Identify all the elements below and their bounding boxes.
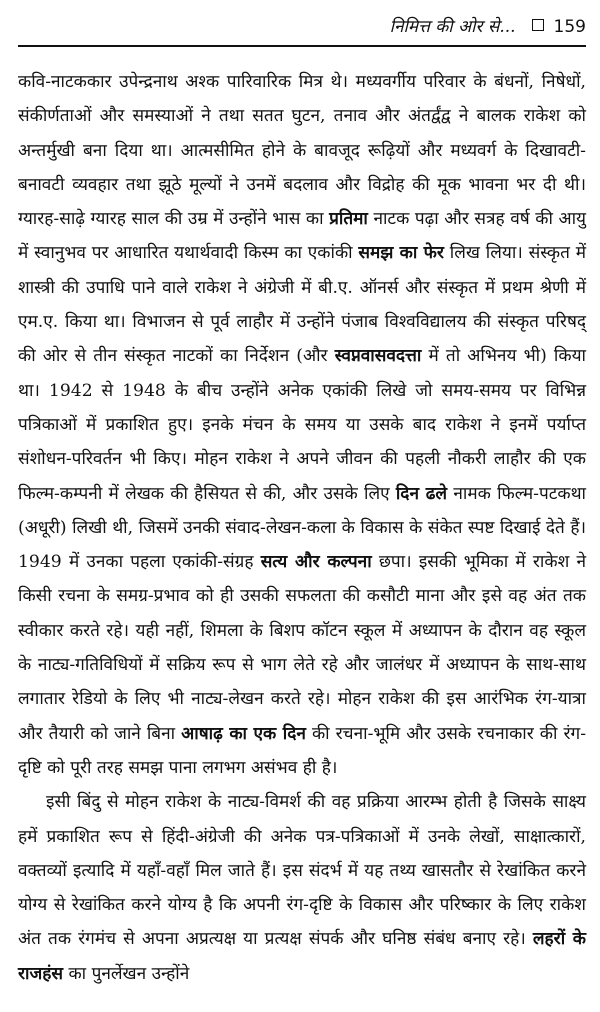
text-segment: लिख लिया। संस्कृत में शास्त्री की उपाधि पाने वाले राकेश ने अंग्रेजी में बी.ए. ऑनर्स और संस्कृत में प्रथम श्रेणी में एम.ए. किया था। विभाजन से पूर्व लाहौर में उन्होंने पंजाब विश्वविद्यालय की संस्कृत परिषद् की ओर से तीन संस्कृत नाटकों का निर्देशन (और [18, 243, 586, 367]
paragraph [18, 785, 586, 991]
page-number: 159 [553, 17, 586, 37]
work-title: प्रतिमा [329, 209, 368, 230]
work-title: स्वप्नवासवदत्ता [334, 346, 422, 367]
work-title: समझ का फेर [358, 243, 444, 264]
text-segment: इसी बिंदु से मोहन राकेश के नाट्य-विमर्श की वह प्रक्रिया आरम्भ होती है जिसके साक्ष्य हमें प्रकाशित रूप से हिंदी-अंग्रेजी की अनेक पत्र-पत्रिकाओं में उनके लेखों, साक्षात्कारों, वक्तव्यों इत्यादि में यहाँ-वहाँ मिल जाते हैं। इस संदर्भ में यह तथ्य खासतौर से रेखांकित करने योग्य से रेखांकित करने योग्य है कि अपनी रंग-दृष्टि के विकास और परिष्कार के लिए राकेश अंत तक रंगमंच से अपना अप्रत्यक्ष या प्रत्यक्ष संपर्क और घनिष्ठ संबंध बनाए रहे। [18, 792, 586, 950]
running-title: निमित्त की ओर से... [389, 17, 516, 37]
work-title: दिन ढले [395, 483, 448, 504]
text-segment: छपा। इसकी भूमिका में राकेश ने किसी रचना के समग्र-प्रभाव को ही उसकी सफलता की कसौटी माना और इसे वह अंत तक स्वीकार करते रहे। यही नहीं, शिमला के बिशप कॉटन स्कूल में अध्यापन के दौरान वह स्कूल के नाट्य-गतिविधियों में सक्रिय रूप से भाग लेते रहे और जालंधर में अध्यापन के साथ-साथ लगातार रेडियो के लिए भी नाट्य-लेखन करते रहे। मोहन राकेश की इस आरंभिक रंग-यात्रा और तैयारी को जाने बिना [18, 552, 587, 744]
text-segment: कवि-नाटककार उपेन्द्रनाथ अश्क पारिवारिक मित्र थे। मध्यवर्गीय परिवार के बंधनों, निषेधों, संकीर्णताओं और समस्याओं ने तथा सतत घुटन, तनाव और अंतर्द्वंद्व ने बालक राकेश को अन्तर्मुखी बना दिया था। आत्मसीमित होने के बावजूद रूढ़ियों और मध्यवर्ग के दिखावटी-बनावटी व्यवहार तथा झूठे मूल्यों ने उनमें बदलाव और विद्रोह की मूक भावना भर दी थी। ग्यारह-साढ़े ग्यारह साल की उम्र में उन्होंने भास का [18, 72, 586, 230]
work-title: लहरों के राजहंस [18, 929, 586, 984]
text-segment: में तो अभिनय भी) किया था। 1942 से 1948 के बीच उन्होंने अनेक एकांकी लिखे जो समय-समय पर विभिन्न पत्रिकाओं में प्रकाशित हुए। इनके मंचन के समय या उसके बाद राकेश ने इनमें पर्याप्त संशोधन-परिवर्तन भी किए। मोहन राकेश ने अपने जीवन की पहली नौकरी लाहौर की एक फिल्म-कम्पनी में लेखक की हैसियत से की, और उसके लिए [18, 346, 586, 504]
body-text [18, 65, 586, 991]
work-title: आषाढ़ का एक दिन [181, 723, 306, 744]
running-header [18, 0, 586, 47]
paragraph [18, 65, 586, 785]
work-title: सत्य और कल्पना [260, 552, 372, 573]
text-segment: की रचना-भूमि और उसके रचनाकार की रंग-दृष्टि को पूरी तरह समझ पाना लगभग असंभव ही है। [18, 723, 586, 778]
text-segment: नामक फिल्म-पटकथा (अधूरी) लिखी थी, जिसमें उनकी संवाद-लेखन-कला के विकास के संकेत स्पष्ट दिखाई देते हैं। 1949 में उनका पहला एकांकी-संग्रह [18, 483, 587, 573]
text-segment: का पुनर्लेखन उन्होंने [62, 963, 190, 984]
text-segment: नाटक पढ़ा और सत्रह वर्ष की आयु में स्वानुभव पर आधारित यथार्थवादी किस्म का एकांकी [18, 209, 586, 264]
square-bullet-icon [532, 19, 544, 31]
